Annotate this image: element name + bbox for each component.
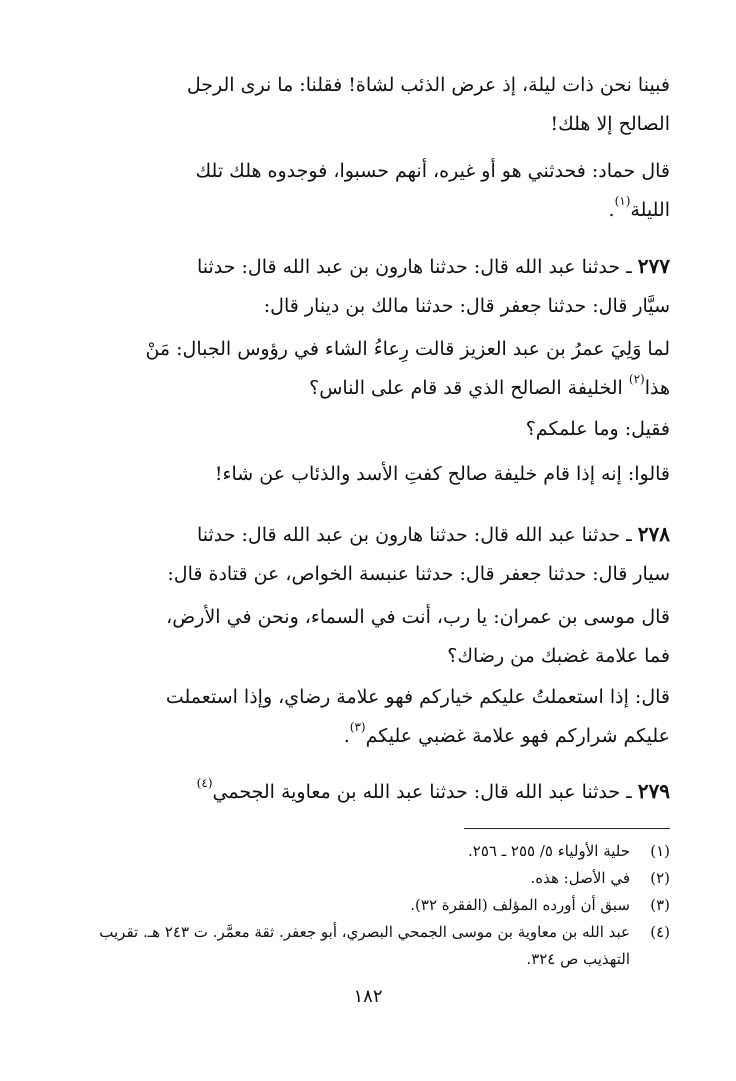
footnote-marker: (٤) [196,775,213,790]
footnote-item [64,865,670,892]
text-span: . [343,725,350,747]
text-span: ـ حدثنا عبد الله قال: حدثنا عبد الله بن معاوية الجحمي [212,781,638,803]
text-line [64,247,670,287]
text-line [64,515,670,555]
paragraph-5 [64,410,670,449]
footnote-item [64,919,670,973]
footnote-text: في الأصل: هذه. [530,869,630,887]
paragraph-4 [64,330,670,408]
narration-number: ٢٧٨ [637,522,670,546]
text-span: عليكم شراركم فهو علامة غضبي عليكم [365,725,670,747]
paragraph-1 [64,66,670,144]
footnote-marker: (٣) [349,719,366,734]
narration-277 [64,247,670,326]
footnote-text: حلية الأولياء ٥/ ٢٥٥ ـ ٢٥٦. [468,842,630,860]
text-line: قالوا: إنه إذا قام خليفة صالح كفتِ الأسد والذئاب عن شاء! [214,463,670,485]
footnote-text: عبد الله بن معاوية بن موسى الجمحي البصري، أبو جعفر. ثقة معمَّر. ت ٢٤٣ هـ. تقريب التهذيب ص ٣٢٤. [99,923,630,968]
text-line: فقيل: وما علمكم؟ [525,418,670,440]
narration-278 [64,515,670,594]
text-line [64,191,670,230]
footnote-marker: (١) [614,193,631,208]
footnote-separator [464,828,670,829]
text-line [64,772,670,812]
text-line [64,717,670,756]
footnote-item [64,892,670,919]
footnote-number: (٣) [650,896,670,914]
text-line: فبينا نحن ذات ليلة، إذ عرض الذئب لشاة! فقلنا: ما نرى الرجل [186,74,670,96]
text-span: ـ حدثنا عبد الله قال: حدثنا هارون بن عبد الله قال: حدثنا [196,524,638,546]
narration-number: ٢٧٧ [637,254,670,278]
footnote-number: (١) [650,842,670,860]
footnote-number: (٢) [650,869,670,887]
paragraph-9 [64,678,670,756]
footnote-text: سبق أن أورده المؤلف (الفقرة ٣٢). [410,896,630,914]
text-span: ـ حدثنا عبد الله قال: حدثنا هارون بن عبد الله قال: حدثنا [196,256,638,278]
text-line [64,369,670,408]
paragraph-8 [64,598,670,676]
text-line: فما علامة غضبك من رضاك؟ [447,645,670,667]
text-span: . [608,199,615,221]
page-number: ١٨٢ [353,986,383,1007]
narration-number: ٢٧٩ [637,779,670,803]
paragraph-6 [64,455,670,494]
text-line: قال موسى بن عمران: يا رب، أنت في السماء، ونحن في الأرض، [166,606,670,628]
paragraph-2 [64,152,670,230]
text-span: هذا [644,377,670,399]
text-line: قال حماد: فحدثني هو أو غيره، أنهم حسبوا، فوجدوه هلك تلك [195,160,670,182]
text-span: الليلة [630,199,670,221]
footnote-number: (٤) [650,923,670,941]
footnote-item [64,838,670,865]
footnote-marker: (٢) [628,371,645,386]
footnotes [64,838,670,973]
text-line: قال: إذا استعملتُ عليكم خياركم فهو علامة رضاي، وإذا استعملت [165,686,670,708]
text-line: سيَّار قال: حدثنا جعفر قال: حدثنا مالك بن دينار قال: [263,295,670,317]
text-line: لما وَلِيَ عمرُ بن عبد العزيز قالت رِعاءُ الشاء في رؤوس الجبال: مَنْ [145,338,670,360]
text-line: سيار قال: حدثنا جعفر قال: حدثنا عنبسة الخواص، عن قتادة قال: [167,563,670,585]
narration-279 [64,772,670,812]
text-line: الصالح إلا هلك! [550,113,670,135]
text-span: الخليفة الصالح الذي قد قام على الناس؟ [309,377,629,399]
